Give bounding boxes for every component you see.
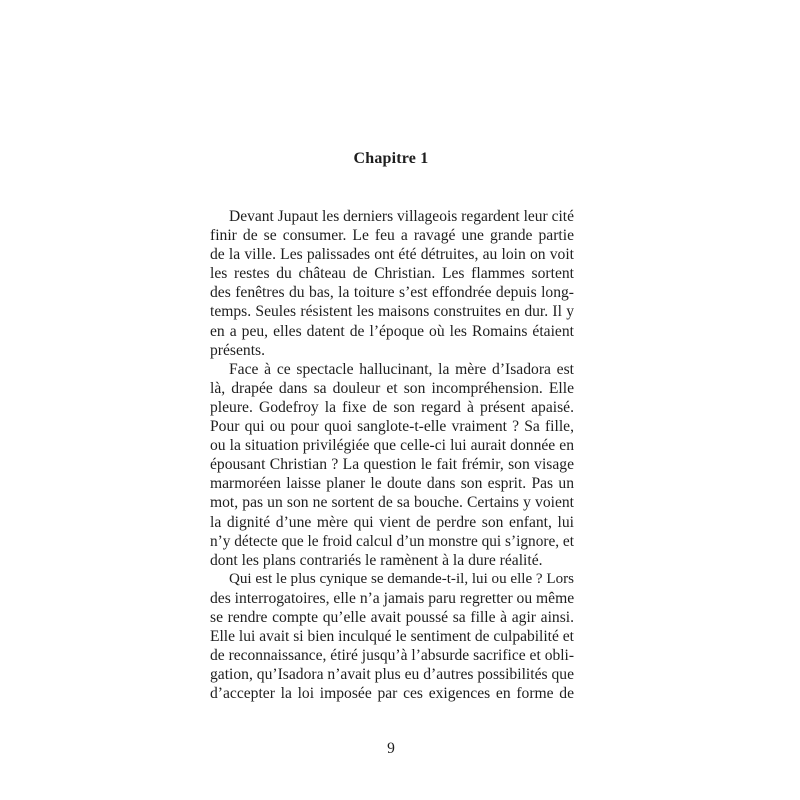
text-line: n’y détecte que le froid calcul d’un monstre qui s’ignore, et [210,532,574,550]
page-number: 9 [387,740,395,757]
text-line: mot, pas un son ne sortent de sa bouche. Certains y voient [210,494,574,512]
text-line: de reconnaissance, étiré jusqu’à l’absurde sacrifice et obli- [210,647,574,665]
chapter-title: Chapitre 1 [353,150,429,167]
text-line: se rendre compte qu’elle avait poussé sa fille à agir ainsi. [210,608,574,626]
text-line: Devant Jupaut les derniers villageois regardent leur cité [229,208,574,225]
text-line: des interrogatoires, elle n’a jamais paru regretter ou même [210,589,575,607]
text-line: épousant Christian ? La question le fait frémir, son visage [210,456,574,474]
text-line: Face à ce spectacle hallucinant, la mère d’Isadora est [229,360,574,378]
text-line: présents. [210,341,265,359]
paragraph [210,360,574,570]
text-line: en a peu, elles datent de l’époque où les Romains étaient [210,322,574,340]
text-line: ou la situation privilégiée que celle-ci lui aurait donnée en [210,437,574,455]
text-line: Qui est le plus cynique se demande-t-il, lui ou elle ? Lors [229,570,575,587]
text-line: la dignité d’une mère qui vient de perdre son enfant, lui [210,513,574,531]
paragraph [210,207,574,360]
text-line: les restes du château de Christian. Les flammes sortent [210,265,574,283]
text-line: Elle lui avait si bien inculqué le sentiment de culpabilité et [210,628,574,646]
text-line: marmoréen laisse planer le doute dans son esprit. Pas un [210,475,574,493]
text-line: de la ville. Les palissades ont été détruites, au loin on voit [210,246,574,264]
text-line: gation, qu’Isadora n’avait plus eu d’autres possibilités que [210,666,574,684]
body-text [210,207,574,703]
text-line: d’accepter la loi imposée par ces exigences en forme de [210,685,574,703]
text-line: dont les plans contrariés le ramènent à la dure réalité. [210,551,543,569]
text-line: Pour qui ou pour quoi sanglote-t-elle vraiment ? Sa fille, [210,418,574,436]
text-line: temps. Seules résistent les maisons construites en dur. Il y [210,303,574,321]
paragraph [210,570,574,704]
text-line: finir de se consumer. Le feu a ravagé une grande partie [210,227,574,245]
text-line: des fenêtres du bas, la toiture s’est effondrée depuis long- [210,284,574,302]
text-line: là, drapée dans sa douleur et son incompréhension. Elle [210,379,574,397]
text-line: pleure. Godefroy la fixe de son regard à présent apaisé. [210,398,574,416]
